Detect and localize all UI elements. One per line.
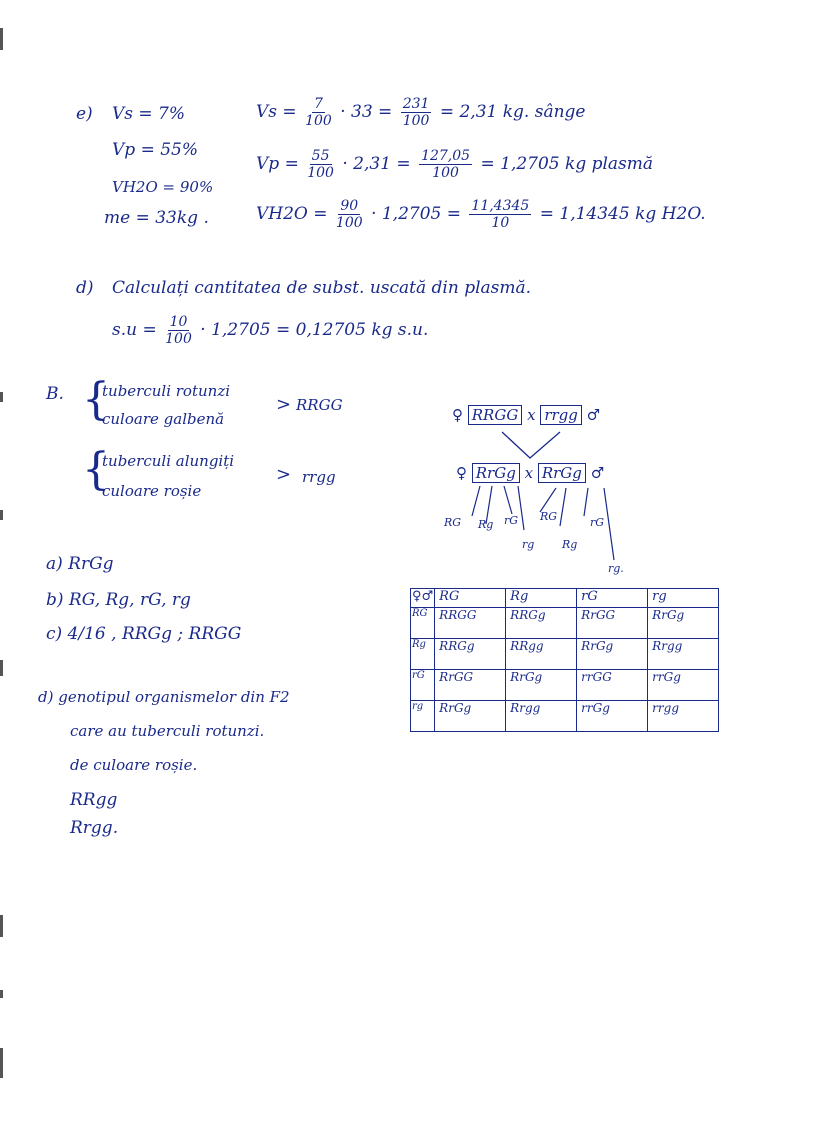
punnett-cell: RrGg <box>506 670 577 701</box>
punnett-cell: RRGG <box>435 608 506 639</box>
answer-b: b) RG, Rg, rG, rg <box>46 590 191 610</box>
punnett-cell: rrGg <box>648 670 719 701</box>
given-mass: me = 33kg . <box>104 208 209 228</box>
female-symbol: ♀ <box>452 406 463 424</box>
punnett-header: Rg <box>506 589 577 608</box>
gamete-6: rg <box>522 538 535 551</box>
punnett-cell: Rrgg <box>648 639 719 670</box>
given-vs: Vs = 7% <box>112 104 186 124</box>
punnett-cell: rrgg <box>648 701 719 732</box>
parent-male-genotype: rrgg <box>540 405 582 425</box>
gamete-1: RG <box>444 516 462 529</box>
genotype-rrgg-recessive: rrgg <box>302 468 336 486</box>
trait-yellow-color: culoare galbenă <box>102 410 225 428</box>
given-vp: Vp = 55% <box>112 140 198 160</box>
part-d-label: d) <box>76 278 94 298</box>
calc-plasma-volume: Vp = $\frac{55}{100}$ · 2,31 = $\frac{127,05}{100}$ = 1,2705 kg plasmă <box>256 148 654 182</box>
calc-water-volume: VH2O = $\frac{90}{100}$ · 1,2705 = $\frac{11,4345}{10}$ = 1,14345 kg H2O. <box>256 198 706 232</box>
gamete-8: rg. <box>608 562 624 575</box>
part-e-label: e) <box>76 104 93 124</box>
punnett-cell: rrGG <box>577 670 648 701</box>
male-symbol: ♂ <box>590 464 605 482</box>
punnett-row-label: Rg <box>411 639 435 670</box>
calc-blood-volume: Vs = $\frac{7}{100}$ · 33 = $\frac{231}{100}$ = 2,31 kg. sânge <box>256 96 586 130</box>
punnett-corner: ♀♂ <box>411 589 435 608</box>
f1-female-genotype: RrGg <box>472 463 520 483</box>
part-d-text: Calculați cantitatea de subst. uscată din plasmă. <box>112 278 532 298</box>
trait-long-tubers: tuberculi alungiți <box>102 452 235 470</box>
gamete-5: rG <box>590 516 605 529</box>
punnett-header: rg <box>648 589 719 608</box>
punnett-cell: RrGG <box>577 608 648 639</box>
answer-c: c) 4/16 , RRGg ; RRGG <box>46 624 242 644</box>
gamete-3: rG <box>504 514 519 527</box>
punnett-cell: RrGg <box>435 701 506 732</box>
brace-1: { <box>82 374 110 425</box>
answer-d-line1: d) genotipul organismelor din F2 <box>38 688 290 706</box>
trait-red-color: culoare roșie <box>102 482 202 500</box>
section-b-label: B. <box>46 384 64 404</box>
parental-cross: ♀ RRGG x rrgg ♂ <box>452 406 601 424</box>
punnett-cell: Rrgg <box>506 701 577 732</box>
answer-d-line3: de culoare roșie. <box>70 756 198 774</box>
punnett-cell: RRGg <box>435 639 506 670</box>
f1-male-genotype: RrGg <box>538 463 586 483</box>
female-symbol: ♀ <box>456 464 467 482</box>
trait-round-tubers: tuberculi rotunzi <box>102 382 231 400</box>
brace-2: { <box>82 444 110 495</box>
punnett-row-label: RG <box>411 608 435 639</box>
punnett-row-label: rG <box>411 670 435 701</box>
punnett-header: RG <box>435 589 506 608</box>
answer-d-line4: RRgg <box>70 790 118 810</box>
gamete-2: Rg <box>478 518 494 531</box>
punnett-cell: RrGG <box>435 670 506 701</box>
arrow-2: > <box>276 464 292 485</box>
punnett-cell: RRGg <box>506 608 577 639</box>
punnett-square <box>410 588 719 732</box>
answer-a: a) RrGg <box>46 554 114 574</box>
punnett-header: rG <box>577 589 648 608</box>
punnett-cell: RrGg <box>648 608 719 639</box>
male-symbol: ♂ <box>586 406 601 424</box>
punnett-cell: RrGg <box>577 639 648 670</box>
genotype-rrgg-dominant: RRGG <box>296 396 343 414</box>
arrow-1: > <box>276 394 292 415</box>
answer-d-line5: Rrgg. <box>70 818 119 838</box>
calc-dry-matter: s.u = $\frac{10}{100}$ · 1,2705 = 0,12705 kg s.u. <box>112 314 429 348</box>
parent-female-genotype: RRGG <box>468 405 523 425</box>
punnett-row-label: rg <box>411 701 435 732</box>
answer-d-line2: care au tuberculi rotunzi. <box>70 722 265 740</box>
given-vh2o: VH2O = 90% <box>112 178 214 196</box>
f1-cross: ♀ RrGg x RrGg ♂ <box>456 464 605 482</box>
gamete-7: Rg <box>562 538 578 551</box>
punnett-cell: rrGg <box>577 701 648 732</box>
punnett-cell: RRgg <box>506 639 577 670</box>
gamete-4: RG <box>540 510 558 523</box>
